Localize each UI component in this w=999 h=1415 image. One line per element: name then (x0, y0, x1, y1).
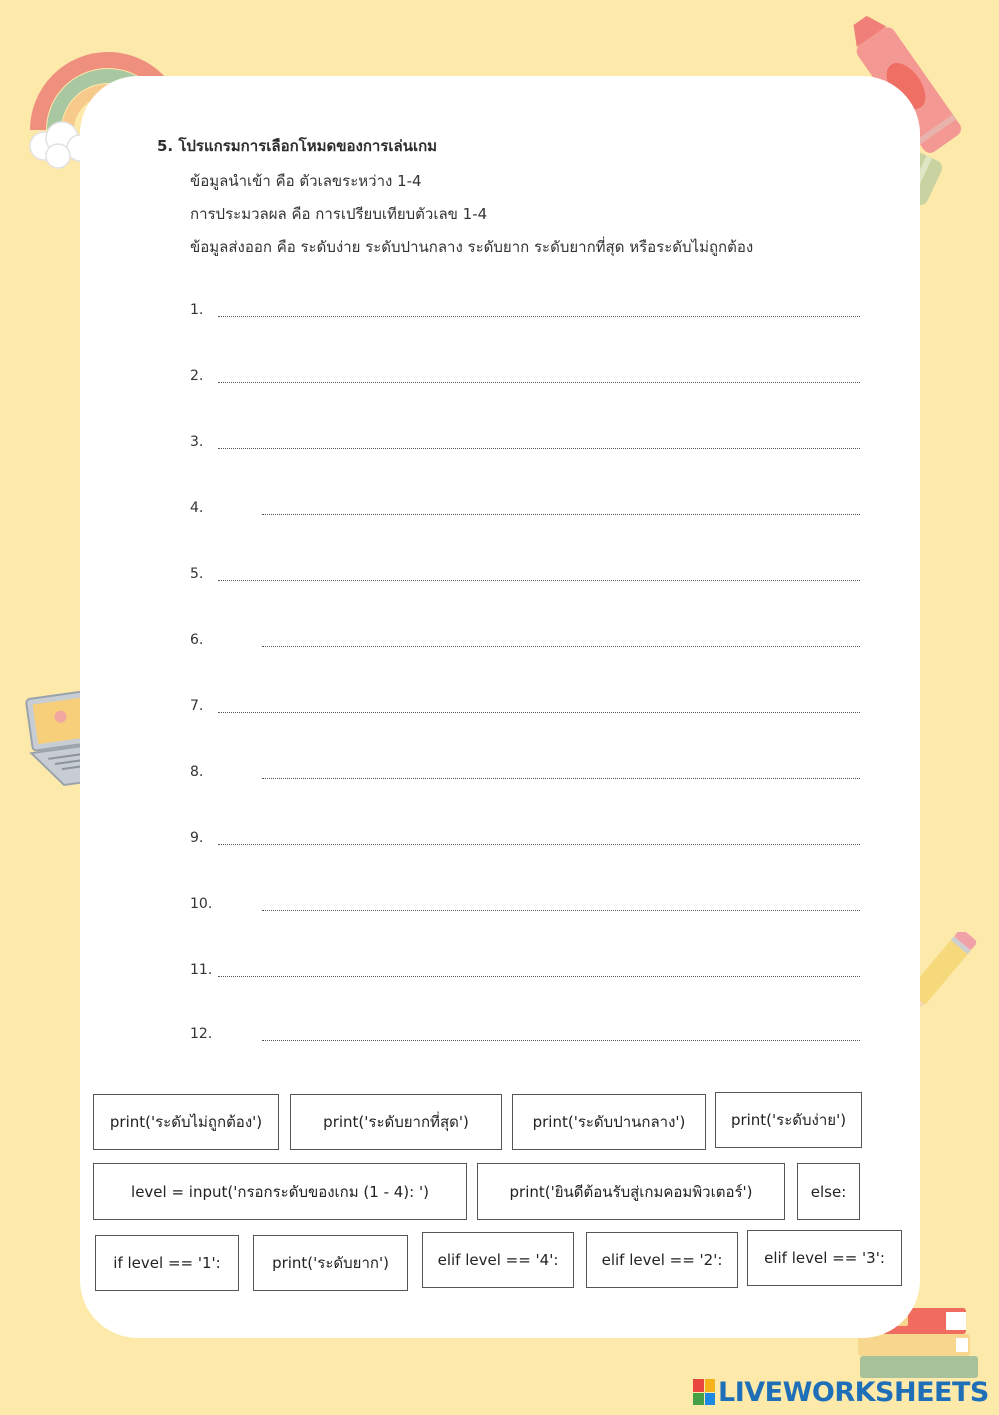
answer-line-4[interactable] (190, 500, 860, 520)
answer-line-number: 12. (190, 1026, 213, 1042)
answer-line-6[interactable] (190, 632, 860, 652)
code-tile-2[interactable]: print('ระดับยากที่สุด') (290, 1094, 502, 1150)
answer-dotted-line[interactable] (262, 778, 860, 779)
answer-dotted-line[interactable] (218, 844, 860, 845)
brand-logo-icon (693, 1379, 715, 1405)
code-tile-12[interactable]: elif level == '3': (747, 1230, 902, 1286)
answer-line-number: 5. (190, 566, 204, 582)
answer-line-11[interactable] (190, 962, 860, 982)
answer-line-number: 10. (190, 896, 213, 912)
answer-line-number: 8. (190, 764, 204, 780)
answer-line-number: 4. (190, 500, 204, 516)
answer-line-number: 9. (190, 830, 204, 846)
process-description: การประมวลผล คือ การเปรียบเทียบตัวเลข 1-4 (190, 205, 488, 223)
code-tile-7[interactable]: else: (797, 1163, 860, 1220)
code-tile-3[interactable]: print('ระดับปานกลาง') (512, 1094, 706, 1150)
code-tile-11[interactable]: elif level == '2': (586, 1232, 738, 1288)
answer-dotted-line[interactable] (218, 448, 860, 449)
answer-line-number: 1. (190, 302, 204, 318)
code-tile-10[interactable]: elif level == '4': (422, 1232, 574, 1288)
answer-dotted-line[interactable] (218, 580, 860, 581)
question-title: 5. โปรแกรมการเลือกโหมดของการเล่นเกม (157, 137, 438, 155)
answer-line-number: 2. (190, 368, 204, 384)
liveworksheets-logo (693, 1375, 989, 1409)
answer-dotted-line[interactable] (262, 646, 860, 647)
answer-line-number: 3. (190, 434, 204, 450)
answer-line-10[interactable] (190, 896, 860, 916)
answer-dotted-line[interactable] (218, 382, 860, 383)
answer-line-8[interactable] (190, 764, 860, 784)
answer-line-number: 11. (190, 962, 213, 978)
answer-line-3[interactable] (190, 434, 860, 454)
answer-dotted-line[interactable] (262, 1040, 860, 1041)
answer-dotted-line[interactable] (218, 976, 860, 977)
code-tile-6[interactable]: print('ยินดีต้อนรับสู่เกมคอมพิวเตอร์') (477, 1163, 785, 1220)
answer-line-5[interactable] (190, 566, 860, 586)
answer-dotted-line[interactable] (218, 712, 860, 713)
answer-line-number: 6. (190, 632, 204, 648)
answer-dotted-line[interactable] (262, 514, 860, 515)
brand-text: LIVEWORKSHEETS (718, 1376, 989, 1408)
input-description: ข้อมูลนำเข้า คือ ตัวเลขระหว่าง 1-4 (190, 172, 422, 190)
code-tile-1[interactable]: print('ระดับไม่ถูกต้อง') (93, 1094, 279, 1150)
answer-dotted-line[interactable] (262, 910, 860, 911)
answer-line-12[interactable] (190, 1026, 860, 1046)
answer-line-1[interactable] (190, 302, 860, 322)
code-tile-5[interactable]: level = input('กรอกระดับของเกม (1 - 4): ') (93, 1163, 467, 1220)
answer-line-number: 7. (190, 698, 204, 714)
answer-line-7[interactable] (190, 698, 860, 718)
code-tile-4[interactable]: print('ระดับง่าย') (715, 1092, 862, 1148)
answer-line-2[interactable] (190, 368, 860, 388)
answer-line-9[interactable] (190, 830, 860, 850)
code-tile-9[interactable]: print('ระดับยาก') (253, 1235, 408, 1291)
answer-dotted-line[interactable] (218, 316, 860, 317)
output-description: ข้อมูลส่งออก คือ ระดับง่าย ระดับปานกลาง ระดับยาก ระดับยากที่สุด หรือระดับไม่ถูกต้อง (190, 238, 754, 256)
code-tile-8[interactable]: if level == '1': (95, 1235, 239, 1291)
